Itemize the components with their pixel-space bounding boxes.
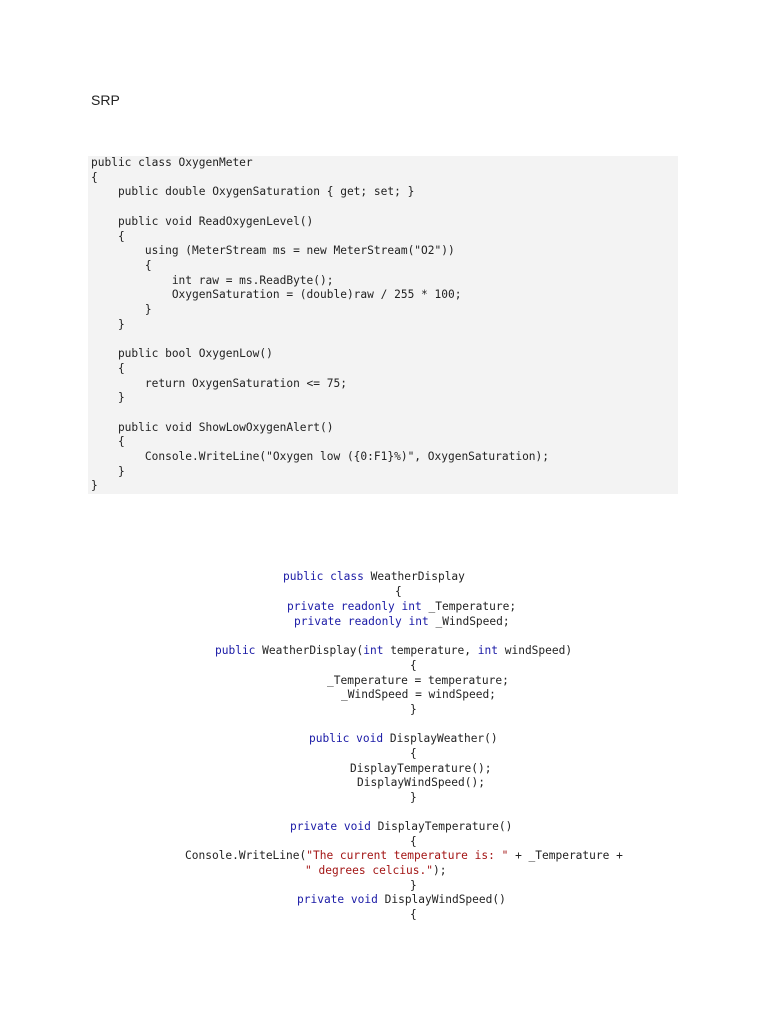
code-keyword: void xyxy=(350,893,378,906)
code-line: { xyxy=(395,585,402,598)
code-line: } xyxy=(91,464,125,478)
code-token: _Temperature; xyxy=(428,600,517,613)
code-line: { xyxy=(91,361,125,375)
code-line xyxy=(290,820,512,835)
code-keyword: private xyxy=(294,615,342,628)
code-line: return OxygenSaturation <= 75; xyxy=(91,376,347,390)
code-line: { xyxy=(410,835,417,848)
code-line: { xyxy=(410,908,417,921)
code-line: using (MeterStream ms = new MeterStream("O2")) xyxy=(91,244,455,258)
code-line xyxy=(294,615,510,630)
code-line: _Temperature = temperature; xyxy=(327,674,509,687)
code-keyword: readonly xyxy=(347,615,402,628)
code-line: _WindSpeed = windSpeed; xyxy=(341,688,496,701)
code-text xyxy=(91,156,549,494)
code-line xyxy=(215,644,572,659)
code-keyword: public xyxy=(215,644,256,657)
code-keyword: public xyxy=(283,570,324,583)
code-line xyxy=(297,893,506,908)
code-token: Console.WriteLine( xyxy=(185,849,307,862)
code-line: public double OxygenSaturation { get; set; } xyxy=(91,185,415,199)
code-block-oxygen-meter xyxy=(88,156,678,494)
code-line: public void ShowLowOxygenAlert() xyxy=(91,420,334,434)
code-line: int raw = ms.ReadByte(); xyxy=(91,273,334,287)
code-string: "The current temperature is: " xyxy=(306,849,509,862)
code-line: Console.WriteLine("Oxygen low ({0:F1}%)", OxygenSaturation); xyxy=(91,450,550,464)
code-line: DisplayWindSpeed(); xyxy=(357,776,485,789)
code-string: " degrees celcius." xyxy=(305,864,433,877)
code-keyword: private xyxy=(297,893,345,906)
code-token: WeatherDisplay xyxy=(370,570,465,583)
code-token: DisplayWindSpeed() xyxy=(384,893,506,906)
code-keyword: int xyxy=(363,644,384,657)
code-line xyxy=(287,600,516,615)
code-token: ); xyxy=(432,864,447,877)
code-line: } xyxy=(410,879,417,892)
code-keyword: int xyxy=(477,644,498,657)
code-line: } xyxy=(410,703,417,716)
code-line: OxygenSaturation = (double)raw / 255 * 100; xyxy=(91,288,462,302)
code-line: { xyxy=(91,170,98,184)
code-line xyxy=(309,732,498,747)
code-keyword: int xyxy=(401,600,422,613)
code-line: } xyxy=(91,303,152,317)
code-line: { xyxy=(91,435,125,449)
code-line: } xyxy=(410,791,417,804)
code-keyword: readonly xyxy=(340,600,395,613)
code-keyword: public xyxy=(309,732,350,745)
code-line: { xyxy=(410,659,417,672)
code-line: { xyxy=(410,747,417,760)
code-keyword: int xyxy=(408,615,429,628)
code-line: { xyxy=(91,258,152,272)
code-keyword: void xyxy=(356,732,384,745)
code-line: public bool OxygenLow() xyxy=(91,347,273,361)
code-token: _WindSpeed; xyxy=(435,615,510,628)
code-line: } xyxy=(91,317,125,331)
section-heading: SRP xyxy=(91,92,120,108)
code-line: } xyxy=(91,391,125,405)
code-line: public void ReadOxygenLevel() xyxy=(91,214,314,228)
code-keyword: class xyxy=(330,570,364,583)
code-line: public class OxygenMeter xyxy=(91,156,253,169)
code-line: { xyxy=(91,229,125,243)
code-token: WeatherDisplay( xyxy=(262,644,364,657)
code-token: DisplayWeather() xyxy=(389,732,498,745)
code-token: temperature, xyxy=(390,644,472,657)
code-line xyxy=(185,849,623,864)
code-token: + _Temperature + xyxy=(508,849,623,862)
code-token: windSpeed) xyxy=(504,644,573,657)
code-line xyxy=(305,864,446,879)
code-keyword: void xyxy=(343,820,371,833)
code-line xyxy=(283,570,465,585)
code-keyword: private xyxy=(287,600,335,613)
code-line: DisplayTemperature(); xyxy=(350,762,492,775)
code-keyword: private xyxy=(290,820,338,833)
code-token: DisplayTemperature() xyxy=(377,820,513,833)
code-line: } xyxy=(91,479,98,493)
